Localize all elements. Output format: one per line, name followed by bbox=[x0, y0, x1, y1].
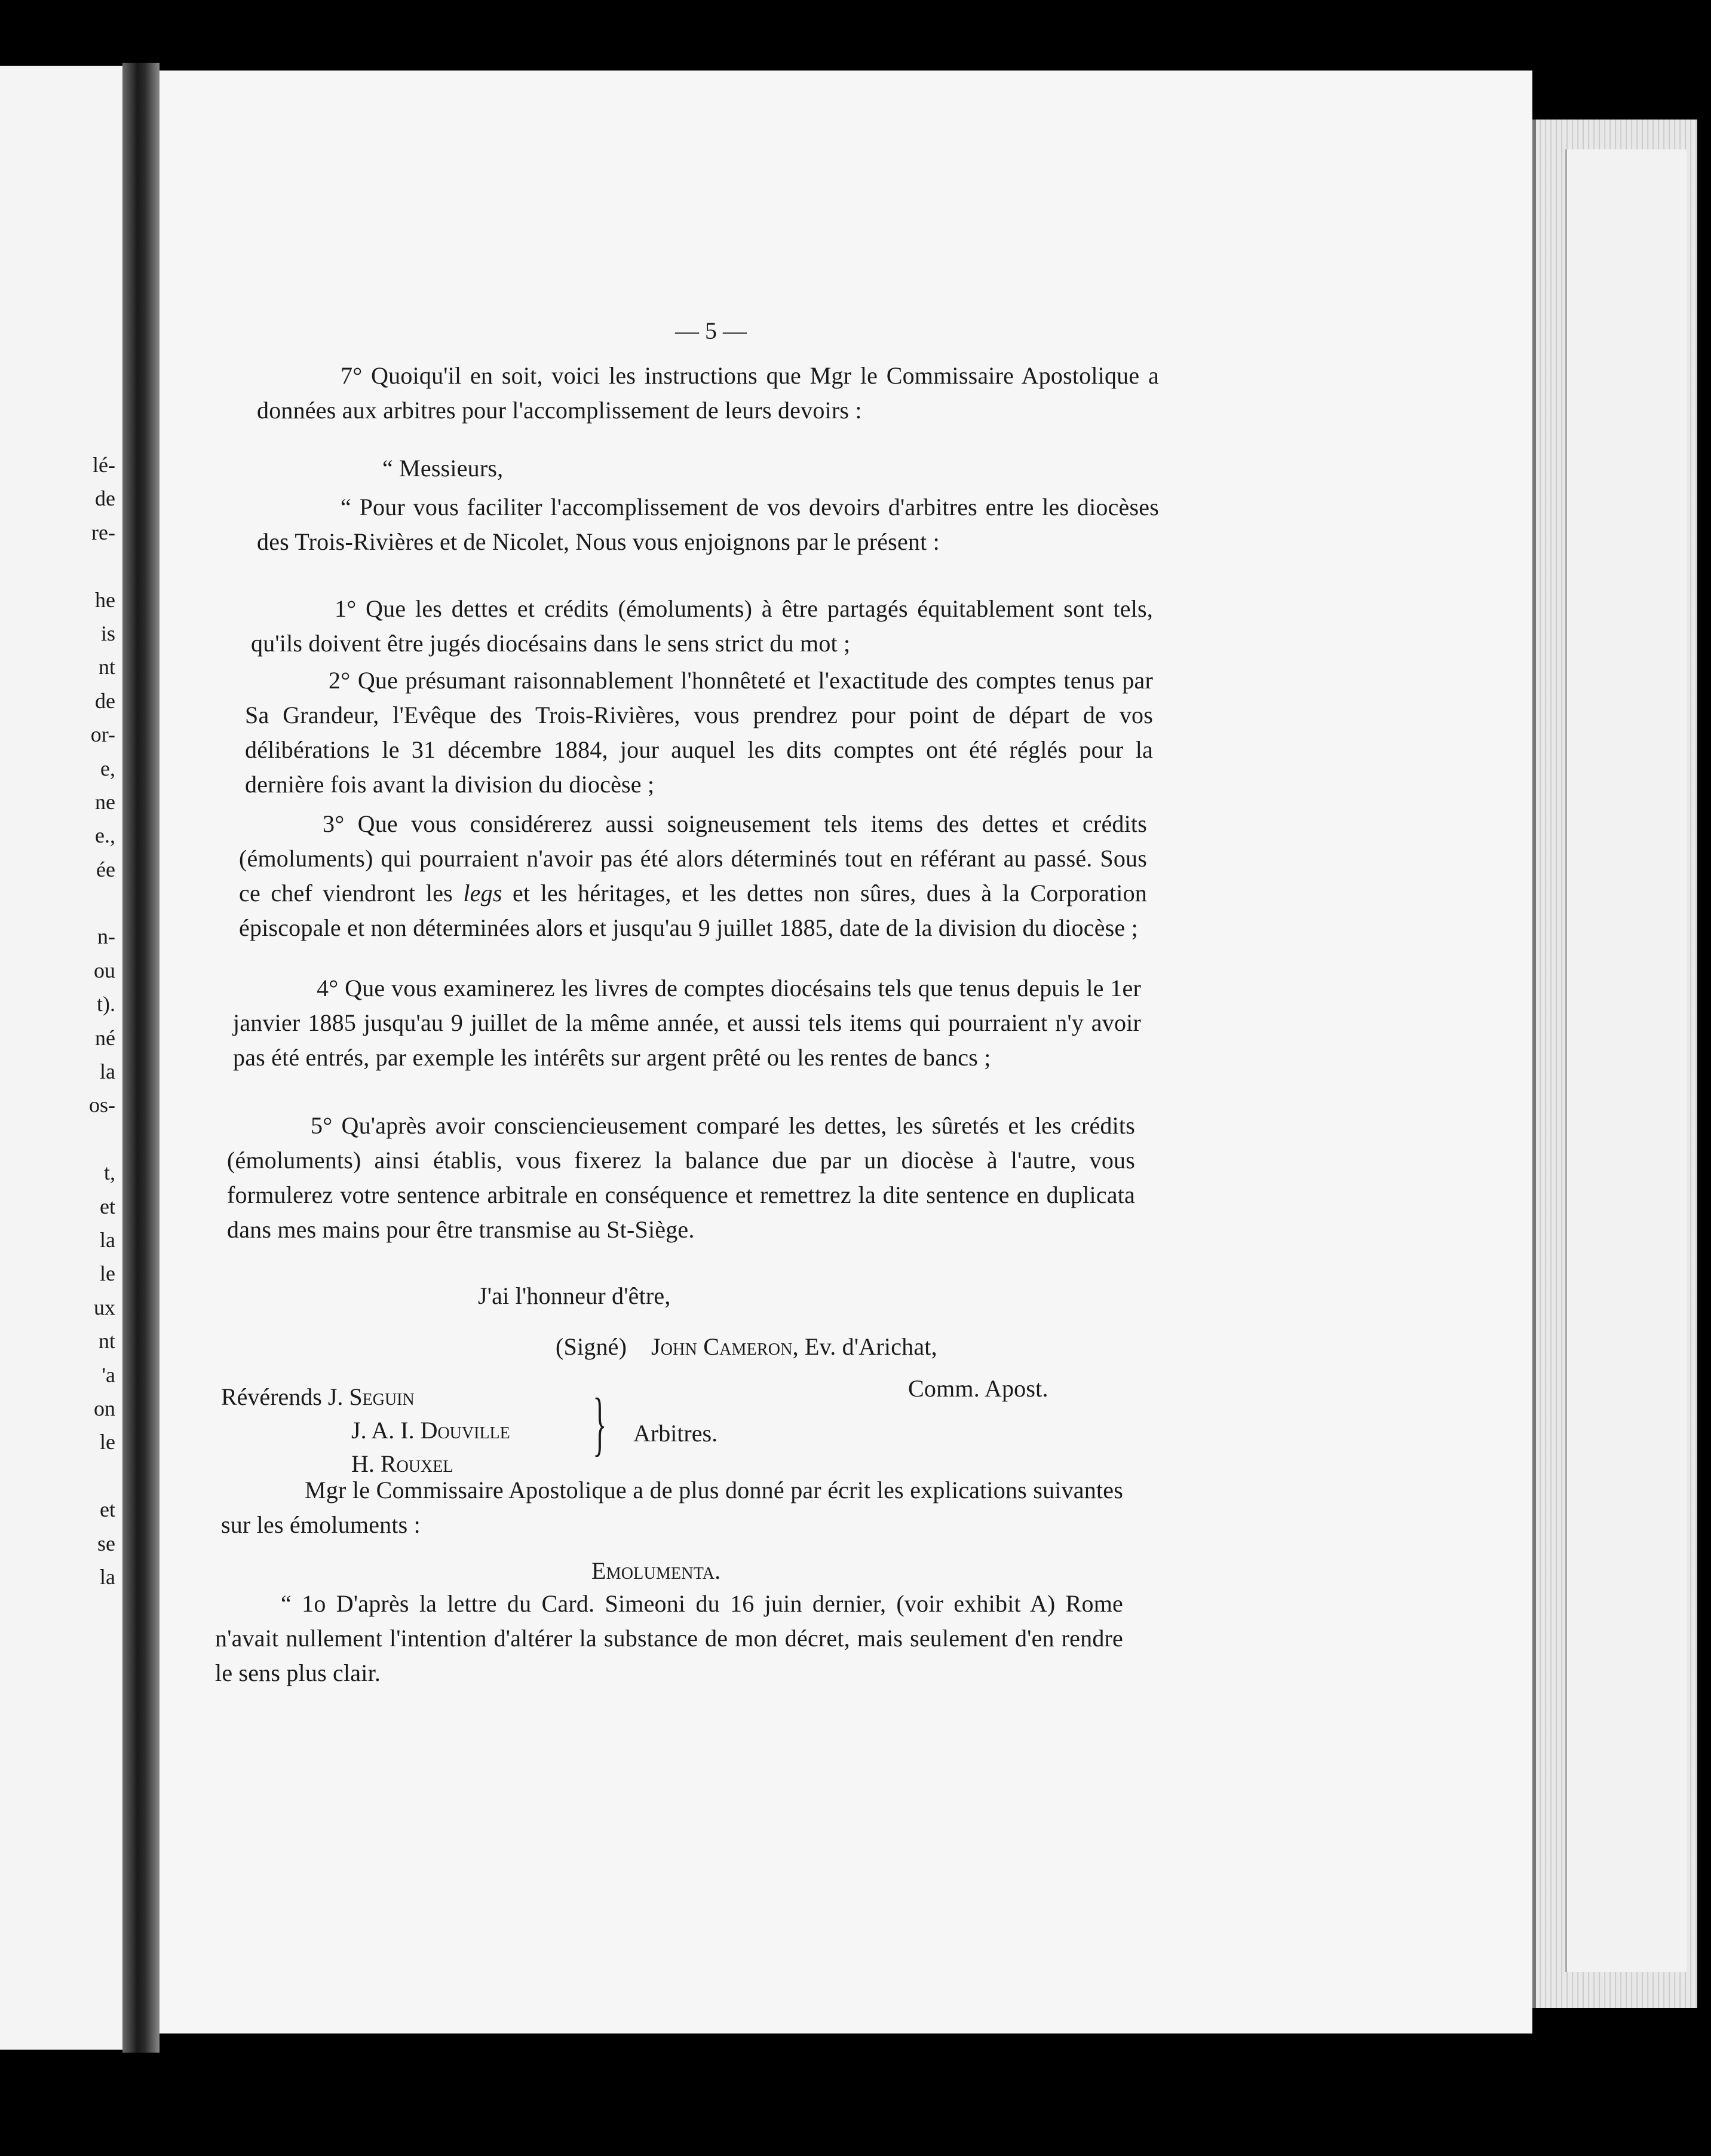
left-fragment: ée bbox=[96, 857, 115, 881]
left-fragment: 'a bbox=[102, 1362, 115, 1387]
left-fragment: né bbox=[95, 1025, 115, 1050]
left-fragment bbox=[56, 549, 115, 583]
left-fragment bbox=[56, 1459, 115, 1493]
left-fragment: le bbox=[100, 1261, 115, 1286]
left-fragment: he bbox=[95, 587, 115, 612]
arbiter-name: J. A. I. Douville bbox=[351, 1417, 510, 1444]
left-fragment: is bbox=[100, 621, 115, 645]
arbiter-row-1 bbox=[221, 1380, 510, 1414]
left-page bbox=[0, 66, 124, 2050]
left-fragment: la bbox=[100, 1564, 115, 1589]
left-fragment: e., bbox=[95, 823, 115, 848]
instruction-item-5: 5° Qu'après avoir consciencieusement comparé les dettes, les sûretés et les crédits (émoluments) ainsi établis, vous fixerez la balance due par un diocèse à l'autre, vous formulerez votre sentence arbitrale en conséquence et remettrez la dite sentence en duplicata dans mes mains pour être transmise au St-Siège. bbox=[227, 1112, 1135, 1243]
arbiters-label: Arbitres. bbox=[633, 1420, 718, 1447]
closing-line: J'ai l'honneur d'être, bbox=[478, 1282, 671, 1309]
item3-text-a: 3° Que vous considérerez aussi soigneusement tels items des dettes et crédits (émoluments) qui pourraient n'avoir pas été alors déterminés tout en référant au passé. Sous ce chef viendront les bbox=[239, 810, 1147, 906]
paragraph-intro: “ Pour vous faciliter l'accomplissement de vos devoirs d'arbitres entre les diocèses des Trois-Rivières et de Nicolet, Nous vous enjoignons par le présent : bbox=[257, 494, 1159, 555]
left-fragment: t, bbox=[103, 1160, 115, 1185]
left-fragment: e, bbox=[100, 756, 115, 780]
page-number: — 5 — bbox=[675, 317, 747, 344]
paragraph-7: 7° Quoiqu'il en soit, voici les instructions que Mgr le Commissaire Apostolique a données aux arbitres pour l'accomplissement de leurs devoirs : bbox=[257, 362, 1159, 424]
arbiters-prefix: Révérends bbox=[221, 1383, 322, 1410]
page-edges-inner bbox=[1565, 149, 1687, 1972]
signed-label: (Signé) bbox=[556, 1333, 627, 1360]
left-fragment: on bbox=[94, 1396, 115, 1420]
left-fragment: la bbox=[100, 1059, 115, 1084]
left-fragment: se bbox=[97, 1531, 115, 1555]
emolumenta-heading: Emolumenta. bbox=[591, 1557, 721, 1584]
left-fragment: t). bbox=[97, 992, 115, 1016]
left-fragment: nt bbox=[98, 655, 115, 679]
left-fragment: lé- bbox=[93, 453, 115, 477]
left-fragment: ux bbox=[94, 1295, 115, 1319]
instruction-item-1: 1° Que les dettes et crédits (émoluments) à être partagés équitablement sont tels, qu'ils doivent être jugés diocésains dans le sens strict du mot ; bbox=[251, 595, 1153, 657]
arbiter-row-2 bbox=[221, 1414, 510, 1447]
mgr-paragraph: Mgr le Commissaire Apostolique a de plus donné par écrit les explications suivantes sur les émoluments : bbox=[221, 1477, 1123, 1538]
salutation: “ Messieurs, bbox=[382, 455, 504, 482]
left-fragment: et bbox=[100, 1497, 115, 1522]
signer-title-1: , Ev. d'Arichat, bbox=[792, 1333, 937, 1360]
left-fragment: la bbox=[100, 1227, 115, 1252]
instruction-item-2: 2° Que présumant raisonnablement l'honnêteté et l'exactitude des comptes tenus par Sa Grandeur, l'Evêque des Trois-Rivières, vous prendrez pour point de départ de vos délibérations le 31 décembre 1884, jour auquel les dits comptes ont été réglés pour la dernière fois avant la division du diocèse ; bbox=[245, 667, 1153, 798]
left-fragment: nt bbox=[98, 1329, 115, 1353]
instruction-item-3 bbox=[239, 807, 1147, 945]
emolumenta-paragraph: “ 1o D'après la lettre du Card. Simeoni du 16 juin dernier, (voir exhibit A) Rome n'avait nullement l'intention d'altérer la substance de mon décret, mais seulement d'en rendre le sens plus clair. bbox=[215, 1590, 1123, 1686]
curly-brace: } bbox=[593, 1383, 607, 1463]
left-fragment: et bbox=[100, 1194, 115, 1218]
left-fragment: le bbox=[100, 1430, 115, 1454]
arbiters-block bbox=[221, 1380, 510, 1481]
book-gutter bbox=[122, 63, 160, 2053]
left-fragment bbox=[56, 886, 115, 920]
left-fragment: de bbox=[95, 486, 115, 511]
left-fragment: ou bbox=[94, 958, 115, 982]
instruction-item-4: 4° Que vous examinerez les livres de comptes diocésains tels que tenus depuis le 1er janvier 1885 jusqu'au 9 juillet de la même année, et aussi tels items qui pourraient n'y avoir pas été entrés, par exemple les intérêts sur argent prêté ou les rentes de bancs ; bbox=[233, 975, 1141, 1071]
left-page-text-fragments bbox=[56, 448, 115, 1594]
signature-line bbox=[556, 1330, 937, 1364]
arbiter-name: J. Seguin bbox=[327, 1383, 415, 1410]
left-fragment: re- bbox=[91, 520, 115, 544]
left-fragment: de bbox=[95, 688, 115, 713]
signer-title-2: Comm. Apost. bbox=[908, 1375, 1048, 1402]
item3-legs: legs bbox=[463, 880, 502, 906]
arbiter-name: H. Rouxel bbox=[351, 1450, 453, 1477]
left-fragment: n- bbox=[97, 924, 115, 949]
item3-text-b: et les héritages, et les dettes non sûres, dues à la Corporation épiscopale et non déterminées alors et jusqu'au 9 juillet 1885, date de la division du diocèse ; bbox=[239, 880, 1147, 941]
signer-name: John Cameron bbox=[651, 1333, 793, 1360]
left-fragment: ne bbox=[95, 789, 115, 814]
left-fragment: or- bbox=[90, 722, 115, 747]
left-fragment bbox=[56, 1122, 115, 1156]
left-fragment: os- bbox=[89, 1093, 115, 1117]
